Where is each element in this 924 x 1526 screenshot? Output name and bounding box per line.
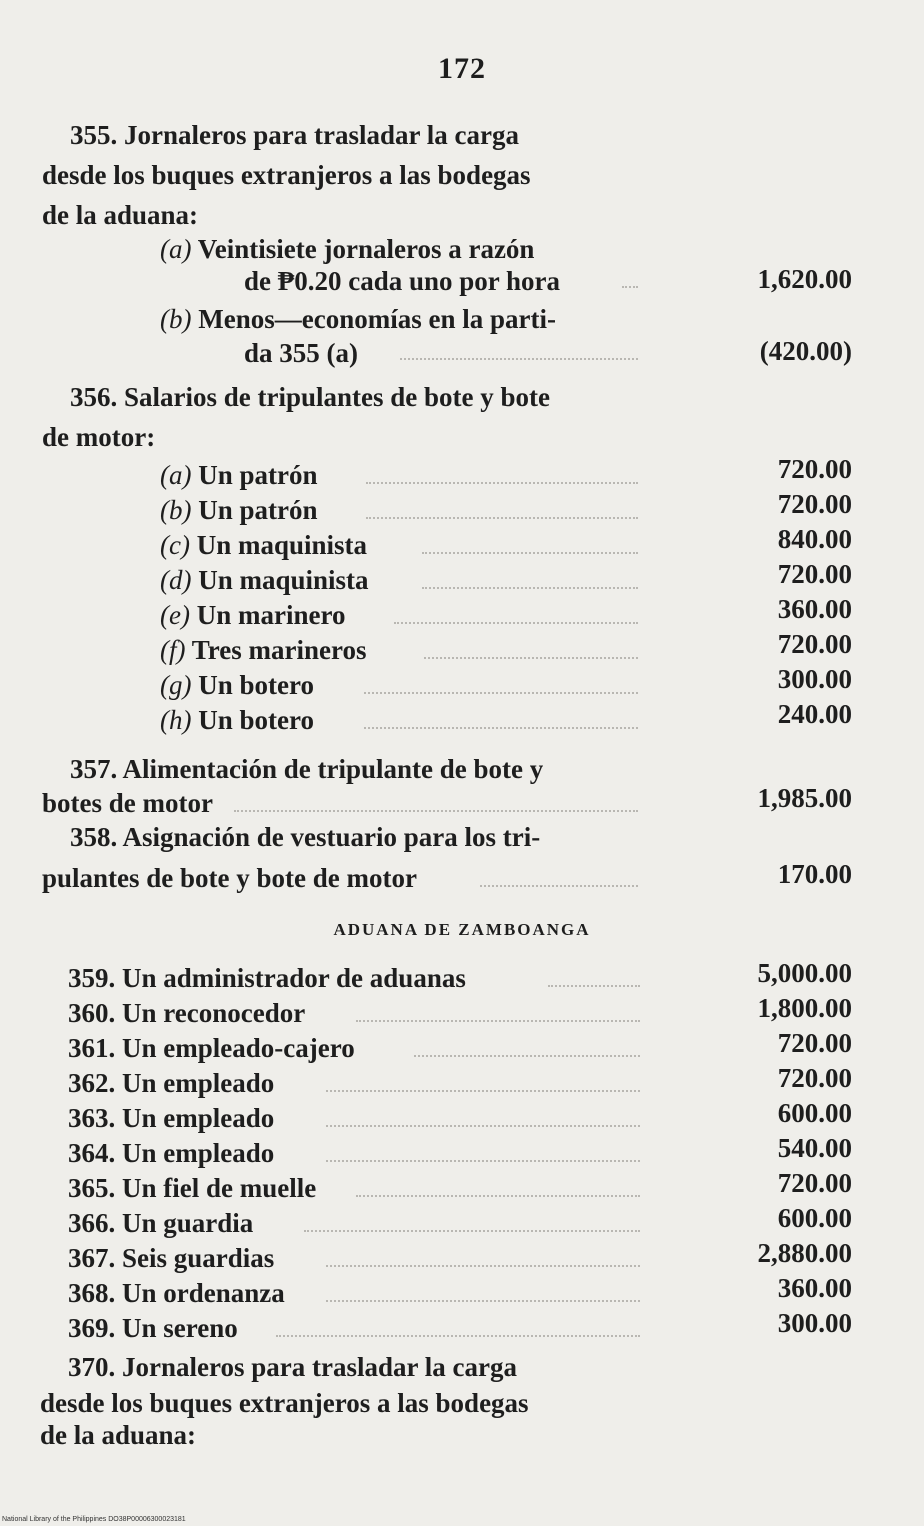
- item-355b-text1: Menos—economías en la parti-: [198, 304, 556, 334]
- leader-dots: [366, 482, 638, 484]
- leader-dots: [326, 1125, 640, 1127]
- item-356h-amount: 240.00: [777, 699, 852, 729]
- item-367-amount: 2,880.00: [757, 1238, 852, 1268]
- item-356c-amount: 840.00: [777, 524, 852, 554]
- item-364-amount: 540.00: [777, 1133, 852, 1163]
- item-355a-text2: de ₱0.20 cada uno por hora: [244, 266, 561, 296]
- item-355b-text2: da 355 (a): [244, 338, 358, 368]
- item-369-amount: 300.00: [777, 1308, 852, 1338]
- item-label: (c): [160, 530, 190, 560]
- item-text: Un patrón: [198, 495, 318, 525]
- item-355a-amount: 1,620.00: [757, 264, 852, 294]
- item-357-amount: 1,985.00: [757, 783, 852, 813]
- item-364: 364. Un empleado: [68, 1138, 275, 1168]
- leader-dots: [326, 1090, 640, 1092]
- item-356-line2: de motor:: [42, 422, 156, 452]
- item-369: 369. Un sereno: [68, 1313, 238, 1343]
- item-362-amount: 720.00: [777, 1063, 852, 1093]
- leader-dots: [548, 985, 640, 987]
- item-357-line2: botes de motor: [42, 788, 213, 818]
- item-368: 368. Un ordenanza: [68, 1278, 285, 1308]
- leader-dots: [622, 286, 638, 288]
- leader-dots: [276, 1335, 640, 1337]
- leader-dots: [414, 1055, 640, 1057]
- item-370-line1: 370. Jornaleros para trasladar la carga: [68, 1352, 517, 1382]
- item-label: (a): [160, 460, 192, 490]
- item-360-amount: 1,800.00: [757, 993, 852, 1023]
- leader-dots: [326, 1265, 640, 1267]
- leader-dots: [356, 1020, 640, 1022]
- item-text: Un maquinista: [198, 565, 369, 595]
- item-356f-amount: 720.00: [777, 629, 852, 659]
- item-363: 363. Un empleado: [68, 1103, 275, 1133]
- item-355-line2: desde los buques extranjeros a las bodegas: [42, 160, 531, 190]
- item-text: Un botero: [198, 705, 314, 735]
- leader-dots: [400, 358, 638, 360]
- item-370-line3: de la aduana:: [40, 1420, 197, 1450]
- item-355b-line1: [160, 302, 556, 336]
- item-355-line1: 355. Jornaleros para trasladar la carga: [70, 120, 519, 150]
- item-356b-amount: 720.00: [777, 489, 852, 519]
- leader-dots: [364, 727, 638, 729]
- item-370-line2: desde los buques extranjeros a las bodegas: [40, 1388, 529, 1418]
- leader-dots: [422, 587, 638, 589]
- leader-dots: [366, 517, 638, 519]
- section-heading: ADUANA DE ZAMBOANGA: [333, 920, 591, 939]
- item-355a-label: (a): [160, 234, 192, 264]
- item-label: (h): [160, 705, 192, 735]
- item-363-amount: 600.00: [777, 1098, 852, 1128]
- item-356g-amount: 300.00: [777, 664, 852, 694]
- leader-dots: [326, 1160, 640, 1162]
- item-358-line1: 358. Asignación de vestuario para los tri-: [70, 822, 541, 852]
- item-366-amount: 600.00: [777, 1203, 852, 1233]
- item-355a-text1: Veintisiete jornaleros a razón: [197, 234, 535, 264]
- leader-dots: [480, 885, 638, 887]
- leader-dots: [326, 1300, 640, 1302]
- item-356d: [160, 563, 369, 597]
- item-356h: [160, 703, 314, 737]
- item-356d-amount: 720.00: [777, 559, 852, 589]
- page-number: 172: [438, 52, 486, 85]
- leader-dots: [394, 622, 638, 624]
- leader-dots: [422, 552, 638, 554]
- item-text: Un maquinista: [196, 530, 368, 560]
- item-356a: [160, 458, 318, 492]
- item-label: (e): [160, 600, 190, 630]
- item-361: 361. Un empleado-cajero: [68, 1033, 355, 1063]
- item-358-line2: pulantes de bote y bote de motor: [42, 863, 417, 893]
- item-355-line3: de la aduana:: [42, 200, 199, 230]
- item-label: (d): [160, 565, 192, 595]
- item-360: 360. Un reconocedor: [68, 998, 306, 1028]
- item-356a-amount: 720.00: [777, 454, 852, 484]
- item-355b-label: (b): [160, 304, 192, 334]
- leader-dots: [424, 657, 638, 659]
- scan-footer: National Library of the Philippines DO38P00006300023181: [2, 1516, 186, 1523]
- leader-dots: [304, 1230, 640, 1232]
- item-355b-amount: (420.00): [759, 336, 852, 366]
- item-text: Un patrón: [198, 460, 318, 490]
- item-label: (f): [160, 635, 186, 665]
- item-text: Un botero: [198, 670, 314, 700]
- item-358-amount: 170.00: [777, 859, 852, 889]
- item-label: (g): [160, 670, 192, 700]
- item-365-amount: 720.00: [777, 1168, 852, 1198]
- item-362: 362. Un empleado: [68, 1068, 275, 1098]
- item-361-amount: 720.00: [777, 1028, 852, 1058]
- item-356g: [160, 668, 314, 702]
- item-356e: [160, 598, 345, 632]
- item-357-line1: 357. Alimentación de tripulante de bote y: [70, 754, 544, 784]
- item-365: 365. Un fiel de muelle: [68, 1173, 317, 1203]
- item-text: Tres marineros: [191, 635, 367, 665]
- item-356b: [160, 493, 318, 527]
- item-356c: [160, 528, 367, 562]
- item-368-amount: 360.00: [777, 1273, 852, 1303]
- item-356f: [160, 633, 366, 667]
- item-label: (b): [160, 495, 192, 525]
- item-359-amount: 5,000.00: [757, 958, 852, 988]
- leader-dots: [364, 692, 638, 694]
- leader-dots: [356, 1195, 640, 1197]
- item-359: 359. Un administrador de aduanas: [68, 963, 466, 993]
- item-text: Un marinero: [196, 600, 346, 630]
- item-355a-line1: [160, 232, 534, 266]
- item-356-line1: 356. Salarios de tripulantes de bote y bote: [70, 382, 551, 412]
- item-366: 366. Un guardia: [68, 1208, 254, 1238]
- item-367: 367. Seis guardias: [68, 1243, 275, 1273]
- item-356e-amount: 360.00: [777, 594, 852, 624]
- leader-dots: [234, 810, 638, 812]
